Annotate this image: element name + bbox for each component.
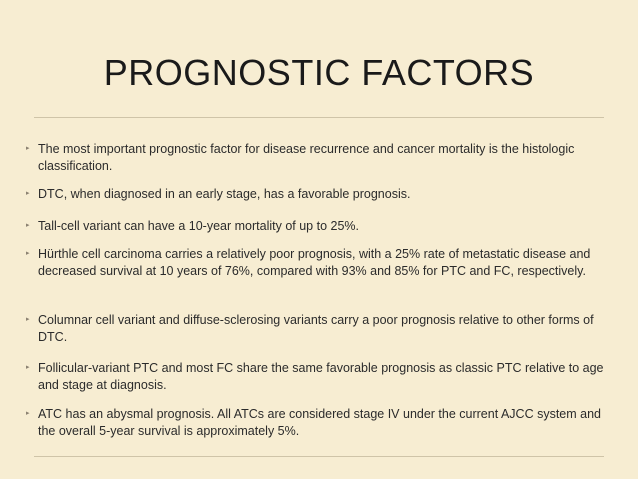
bullet-marker-icon: ▸ xyxy=(26,145,30,152)
bullet-marker-icon: ▸ xyxy=(26,364,30,371)
bottom-divider xyxy=(34,456,604,457)
bullet-text: Hürthle cell carcinoma carries a relatively poor prognosis, with a 25% rate of metastatic disease and decreased survival at 10 years of 76%, compared with 93% and 85% for PTC and FC, respectively. xyxy=(38,247,591,278)
bullet-marker-icon: ▸ xyxy=(26,316,30,323)
bullet-marker-icon: ▸ xyxy=(26,190,30,197)
bullet-text: ATC has an abysmal prognosis. All ATCs are considered stage IV under the current AJCC system and the overall 5-year survival is approximately 5%. xyxy=(38,407,602,438)
bullet-text: The most important prognostic factor for disease recurrence and cancer mortality is the histologic classification. xyxy=(38,142,575,173)
bullet-text: Columnar cell variant and diffuse-sclerosing variants carry a poor prognosis relative to other forms of DTC. xyxy=(38,313,594,344)
bullet-text: DTC, when diagnosed in an early stage, has a favorable prognosis. xyxy=(38,187,411,201)
bullet-marker-icon: ▸ xyxy=(26,410,30,417)
bullet-text: Tall-cell variant can have a 10-year mortality of up to 25%. xyxy=(38,219,359,233)
bullet-text: Follicular-variant PTC and most FC share the same favorable prognosis as classic PTC relative to age and stage at diagnosis. xyxy=(38,361,604,392)
slide-title: PROGNOSTIC FACTORS xyxy=(103,52,535,93)
bullet-marker-icon: ▸ xyxy=(26,250,30,257)
bullet-marker-icon: ▸ xyxy=(26,222,30,229)
title-divider xyxy=(34,117,604,118)
